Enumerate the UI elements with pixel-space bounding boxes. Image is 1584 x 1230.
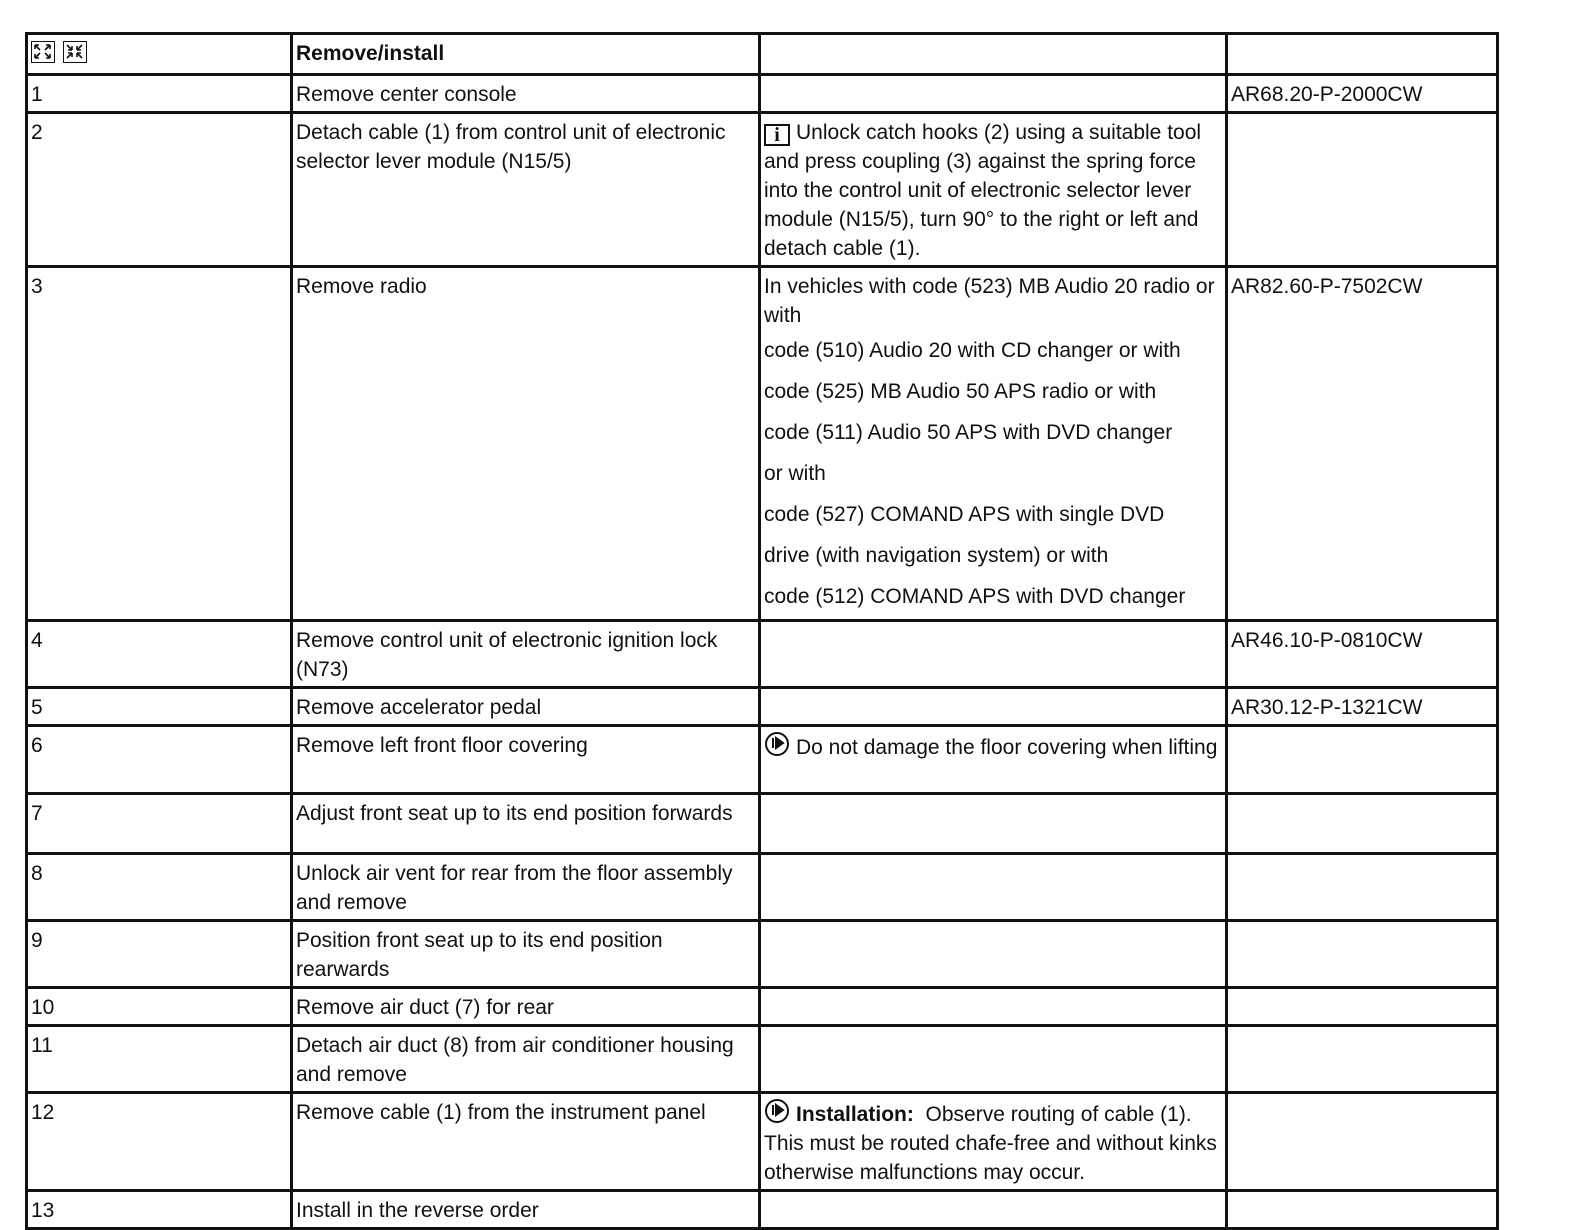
hint-icon bbox=[764, 731, 790, 757]
note-line: or with bbox=[764, 462, 826, 485]
hint-icon bbox=[764, 1098, 790, 1124]
step-note bbox=[760, 688, 1227, 726]
step-note-text: Observe routing of cable (1). This must be routed chafe-free and without kinks otherwise malfunctions may occur. bbox=[764, 1103, 1217, 1184]
step-action: Remove accelerator pedal bbox=[292, 688, 760, 726]
step-action: Remove air duct (7) for rear bbox=[292, 988, 760, 1026]
table-row bbox=[27, 1191, 1498, 1229]
step-action: Remove left front floor covering bbox=[292, 726, 760, 794]
step-action: Unlock air vent for rear from the floor assembly and remove bbox=[292, 854, 760, 921]
reference-cell bbox=[1227, 921, 1498, 988]
table-header-row bbox=[27, 34, 1498, 75]
step-note bbox=[760, 1191, 1227, 1229]
step-number: 10 bbox=[27, 988, 292, 1026]
step-note bbox=[760, 1093, 1227, 1191]
step-action: Position front seat up to its end position rearwards bbox=[292, 921, 760, 988]
step-note-text: Unlock catch hooks (2) using a suitable tool and press coupling (3) against the spring force into the control unit of electronic selector lever module (N15/5), turn 90° to the right or left and detach cable (1). bbox=[764, 121, 1202, 260]
step-number: 5 bbox=[27, 688, 292, 726]
note-line: code (512) COMAND APS with DVD changer bbox=[764, 585, 1186, 608]
step-note bbox=[760, 75, 1227, 113]
step-note bbox=[760, 113, 1227, 267]
table-row bbox=[27, 688, 1498, 726]
reference-cell bbox=[1227, 988, 1498, 1026]
reference-cell bbox=[1227, 794, 1498, 854]
table-row bbox=[27, 1026, 1498, 1093]
step-note bbox=[760, 621, 1227, 688]
step-action: Remove control unit of electronic ignition lock (N73) bbox=[292, 621, 760, 688]
reference-cell bbox=[1227, 113, 1498, 267]
table-row bbox=[27, 267, 1498, 621]
note-line: code (527) COMAND APS with single DVD bbox=[764, 503, 1165, 526]
header-icons-cell bbox=[27, 34, 292, 75]
reference-cell bbox=[1227, 1026, 1498, 1093]
step-number: 7 bbox=[27, 794, 292, 854]
note-line: drive (with navigation system) or with bbox=[764, 544, 1109, 567]
note-line: code (525) MB Audio 50 APS radio or with bbox=[764, 380, 1157, 403]
step-action: Detach cable (1) from control unit of electronic selector lever module (N15/5) bbox=[292, 113, 760, 267]
step-action: Adjust front seat up to its end position forwards bbox=[292, 794, 760, 854]
table-row bbox=[27, 75, 1498, 113]
installation-label: Installation: bbox=[796, 1103, 914, 1126]
step-number: 6 bbox=[27, 726, 292, 794]
step-number: 3 bbox=[27, 267, 292, 621]
table-row bbox=[27, 854, 1498, 921]
table-row bbox=[27, 621, 1498, 688]
note-line: code (511) Audio 50 APS with DVD changer bbox=[764, 421, 1173, 444]
reference-cell bbox=[1227, 1191, 1498, 1229]
reference-link[interactable]: AR82.60-P-7502CW bbox=[1227, 267, 1498, 621]
table-row bbox=[27, 113, 1498, 267]
collapse-icon[interactable] bbox=[63, 41, 87, 63]
reference-link[interactable]: AR46.10-P-0810CW bbox=[1227, 621, 1498, 688]
step-note-text: Do not damage the floor covering when lifting bbox=[796, 736, 1218, 759]
step-action: Remove center console bbox=[292, 75, 760, 113]
step-number: 1 bbox=[27, 75, 292, 113]
step-note bbox=[760, 794, 1227, 854]
step-note bbox=[760, 988, 1227, 1026]
table-row bbox=[27, 921, 1498, 988]
reference-link[interactable]: AR30.12-P-1321CW bbox=[1227, 688, 1498, 726]
step-number: 13 bbox=[27, 1191, 292, 1229]
info-icon: i bbox=[764, 124, 790, 146]
step-note bbox=[760, 854, 1227, 921]
header-empty-cell bbox=[1227, 34, 1498, 75]
table-row bbox=[27, 1093, 1498, 1191]
reference-cell bbox=[1227, 854, 1498, 921]
step-action: Install in the reverse order bbox=[292, 1191, 760, 1229]
step-action: Remove radio bbox=[292, 267, 760, 621]
reference-cell bbox=[1227, 1093, 1498, 1191]
step-action: Remove cable (1) from the instrument panel bbox=[292, 1093, 760, 1191]
table-row bbox=[27, 794, 1498, 854]
step-number: 9 bbox=[27, 921, 292, 988]
step-action: Detach air duct (8) from air conditioner housing and remove bbox=[292, 1026, 760, 1093]
table-row bbox=[27, 988, 1498, 1026]
step-note bbox=[760, 726, 1227, 794]
step-number: 4 bbox=[27, 621, 292, 688]
expand-icon[interactable] bbox=[31, 41, 55, 63]
procedure-table bbox=[25, 32, 1499, 1230]
header-title: Remove/install bbox=[292, 34, 760, 75]
step-number: 12 bbox=[27, 1093, 292, 1191]
note-line: code (510) Audio 20 with CD changer or with bbox=[764, 339, 1181, 362]
step-note bbox=[760, 1026, 1227, 1093]
step-note bbox=[760, 267, 1227, 621]
note-line: In vehicles with code (523) MB Audio 20 radio or with bbox=[764, 275, 1215, 327]
step-number: 11 bbox=[27, 1026, 292, 1093]
reference-link[interactable]: AR68.20-P-2000CW bbox=[1227, 75, 1498, 113]
step-number: 8 bbox=[27, 854, 292, 921]
table-row bbox=[27, 726, 1498, 794]
step-number: 2 bbox=[27, 113, 292, 267]
step-note bbox=[760, 921, 1227, 988]
header-empty-cell bbox=[760, 34, 1227, 75]
reference-cell bbox=[1227, 726, 1498, 794]
